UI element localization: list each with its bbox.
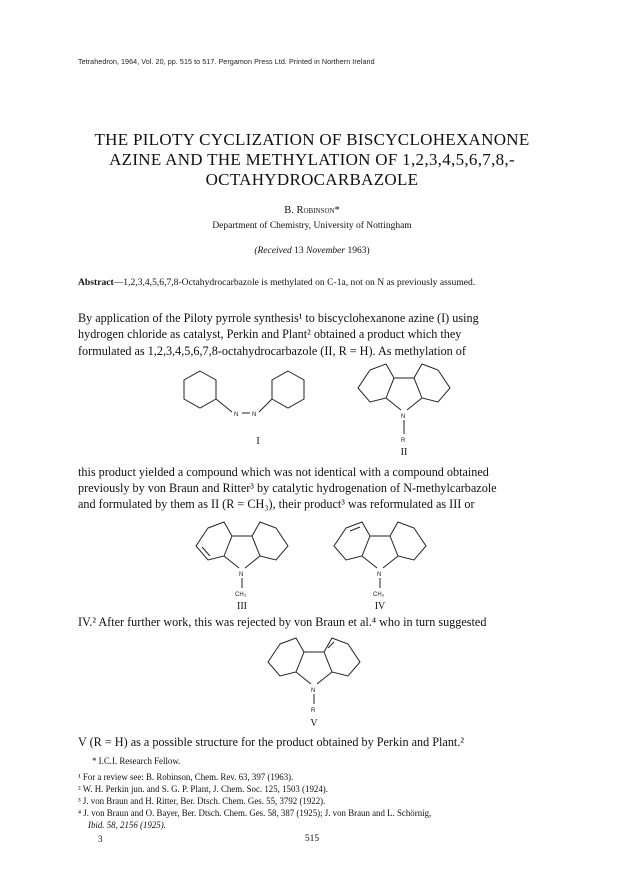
page-number: 515 <box>304 834 320 844</box>
footnote-4-continued: Ibid. 58, 2156 (1925). <box>88 820 166 830</box>
atom-CH3: CH₃ <box>373 592 385 598</box>
structure-I-diagram <box>180 366 330 436</box>
label-V: V <box>310 718 318 729</box>
atom-R: R <box>401 438 406 444</box>
atom-N: N <box>311 688 316 694</box>
journal-header: Tetrahedron, 1964, Vol. 20, pp. 515 to 517. Pergamon Press Ltd. Printed in Northern Ireland <box>78 57 375 66</box>
footnote-3: ³ J. von Braun and H. Ritter, Ber. Dtsch. Chem. Ges. 55, 3792 (1922). <box>78 796 326 806</box>
title-line-1: THE PILOTY CYCLIZATION OF BISCYCLOHEXANONE <box>94 130 530 149</box>
atom-R: R <box>311 708 316 714</box>
body-line-2: hydrogen chloride as catalyst, Perkin and Plant² obtained a product which they <box>78 327 462 341</box>
abstract-label: Abstract <box>78 277 114 288</box>
footnote-4: ⁴ J. von Braun and O. Bayer, Ber. Dtsch. Chem. Ges. 58, 387 (1925); J. von Braun and L. Schörnig, <box>78 808 432 818</box>
body-line-1: By application of the Piloty pyrrole synthesis¹ to biscyclohexanone azine (I) using <box>78 311 479 325</box>
body-line-4: this product yielded a compound which was not identical with a compound obtained <box>78 465 489 479</box>
received-year: 1963) <box>347 246 370 256</box>
body-line-3: formulated as 1,2,3,4,5,6,7,8-octahydrocarbazole (II, R = H). As methylation of <box>78 344 466 358</box>
atom-N: N <box>239 572 244 578</box>
body-line-6: and formulated by them as II (R = CH₃), their product³ was reformulated as III or <box>78 497 475 511</box>
received-prefix: (Received <box>254 246 292 256</box>
footnote-2: ² W. H. Perkin jun. and S. G. P. Plant, J. Chem. Soc. 125, 1503 (1924). <box>78 784 328 794</box>
label-I: I <box>256 436 260 447</box>
received-day: 13 <box>294 246 304 256</box>
atom-N-2: N <box>252 412 257 418</box>
body-line-7: IV.² After further work, this was rejected by von Braun et al.⁴ who in turn suggested <box>78 615 487 629</box>
structure-IV-diagram <box>328 520 438 600</box>
folio-signature: 3 <box>98 834 103 844</box>
affiliation: Department of Chemistry, University of Nottingham <box>212 221 412 231</box>
atom-N: N <box>377 572 382 578</box>
title-line-2: AZINE AND THE METHYLATION OF 1,2,3,4,5,6,7,8,- <box>109 150 515 169</box>
atom-N: N <box>401 414 406 420</box>
title-line-3: OCTAHYDROCARBAZOLE <box>205 170 419 189</box>
label-IV: IV <box>374 601 386 612</box>
author: B. Robinson* <box>284 205 340 216</box>
footnote-1: ¹ For a review see: B. Robinson, Chem. Rev. 63, 397 (1963). <box>78 772 294 782</box>
abstract <box>78 276 548 290</box>
body-line-8: V (R = H) as a possible structure for the product obtained by Perkin and Plant.² <box>78 735 465 749</box>
abstract-text: —1,2,3,4,5,6,7,8-Octahydrocarbazole is methylated on C-1a, not on N as previously assumed. <box>113 277 476 288</box>
structure-V-diagram <box>262 636 372 716</box>
label-III: III <box>237 601 247 612</box>
structure-III-diagram <box>190 520 300 600</box>
footnote-star: * I.C.I. Research Fellow. <box>92 756 181 766</box>
received-month: November <box>306 246 346 256</box>
received-date <box>0 246 624 256</box>
atom-N-1: N <box>234 412 239 418</box>
label-II: II <box>400 447 408 458</box>
body-line-5: previously by von Braun and Ritter³ by catalytic hydrogenation of N-methylcarbazole <box>78 481 497 495</box>
atom-CH3: CH₃ <box>235 592 247 598</box>
